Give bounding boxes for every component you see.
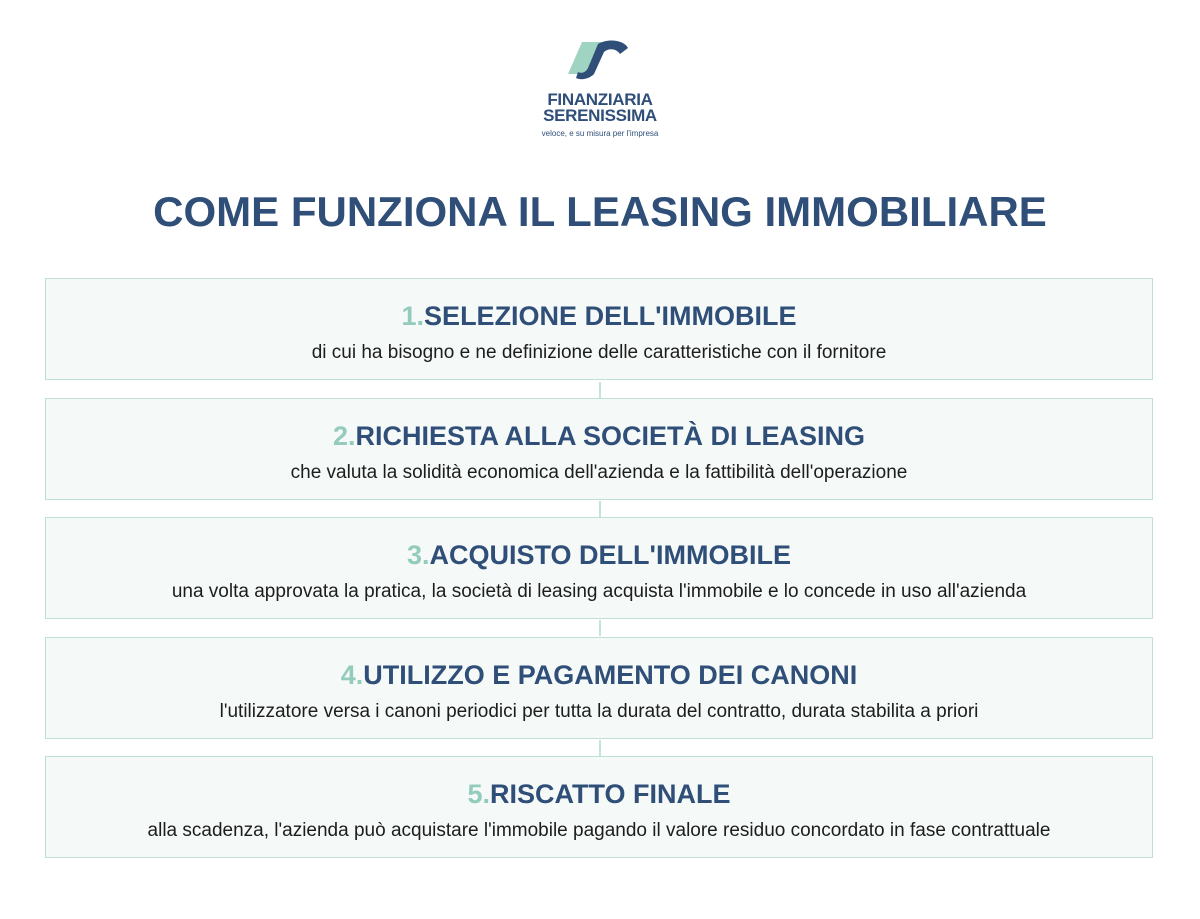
logo-mark-icon <box>568 40 632 80</box>
step-title <box>46 777 1152 811</box>
step-card-2 <box>45 398 1153 500</box>
brand-name-line2: SERENISSIMA <box>543 106 657 125</box>
step-title <box>46 299 1152 333</box>
page-title: COME FUNZIONA IL LEASING IMMOBILIARE <box>153 188 1047 235</box>
step-description: che valuta la solidità economica dell'azienda e la fattibilità dell'operazione <box>290 462 908 483</box>
step-title-text: UTILIZZO E PAGAMENTO DEI CANONI <box>363 660 858 690</box>
step-card-4 <box>45 637 1153 739</box>
step-title-text: RICHIESTA ALLA SOCIETÀ DI LEASING <box>355 421 866 451</box>
step-connector <box>599 501 601 517</box>
step-card-5 <box>45 756 1153 858</box>
step-connector <box>599 620 601 636</box>
step-title-text: SELEZIONE DELL'IMMOBILE <box>424 301 797 331</box>
step-description: di cui ha bisogno e ne definizione delle caratteristiche con il fornitore <box>311 342 887 363</box>
step-card-3 <box>45 517 1153 619</box>
step-title <box>46 658 1152 692</box>
step-number: 2. <box>332 421 356 451</box>
step-title <box>46 419 1152 453</box>
step-title-text: RISCATTO FINALE <box>490 779 731 809</box>
brand-logo <box>0 40 1200 138</box>
step-description: l'utilizzatore versa i canoni periodici per tutta la durata del contratto, durata stabilita a priori <box>219 701 979 722</box>
brand-tagline: veloce, e su misura per l'impresa <box>541 129 659 138</box>
step-number: 3. <box>407 540 430 570</box>
step-title <box>46 538 1152 572</box>
step-title-text: ACQUISTO DELL'IMMOBILE <box>429 540 791 570</box>
step-connector <box>599 740 601 756</box>
step-number: 1. <box>401 301 425 331</box>
step-description: una volta approvata la pratica, la società di leasing acquista l'immobile e lo concede in uso all'azienda <box>171 581 1027 602</box>
step-number: 4. <box>340 660 364 690</box>
step-card-1 <box>45 278 1153 380</box>
brand-name-line1: FINANZIARIA <box>547 90 653 109</box>
step-description: alla scadenza, l'azienda può acquistare l'immobile pagando il valore residuo concordato in fase contrattuale <box>147 820 1051 841</box>
step-connector <box>599 382 601 398</box>
step-number: 5. <box>467 779 491 809</box>
